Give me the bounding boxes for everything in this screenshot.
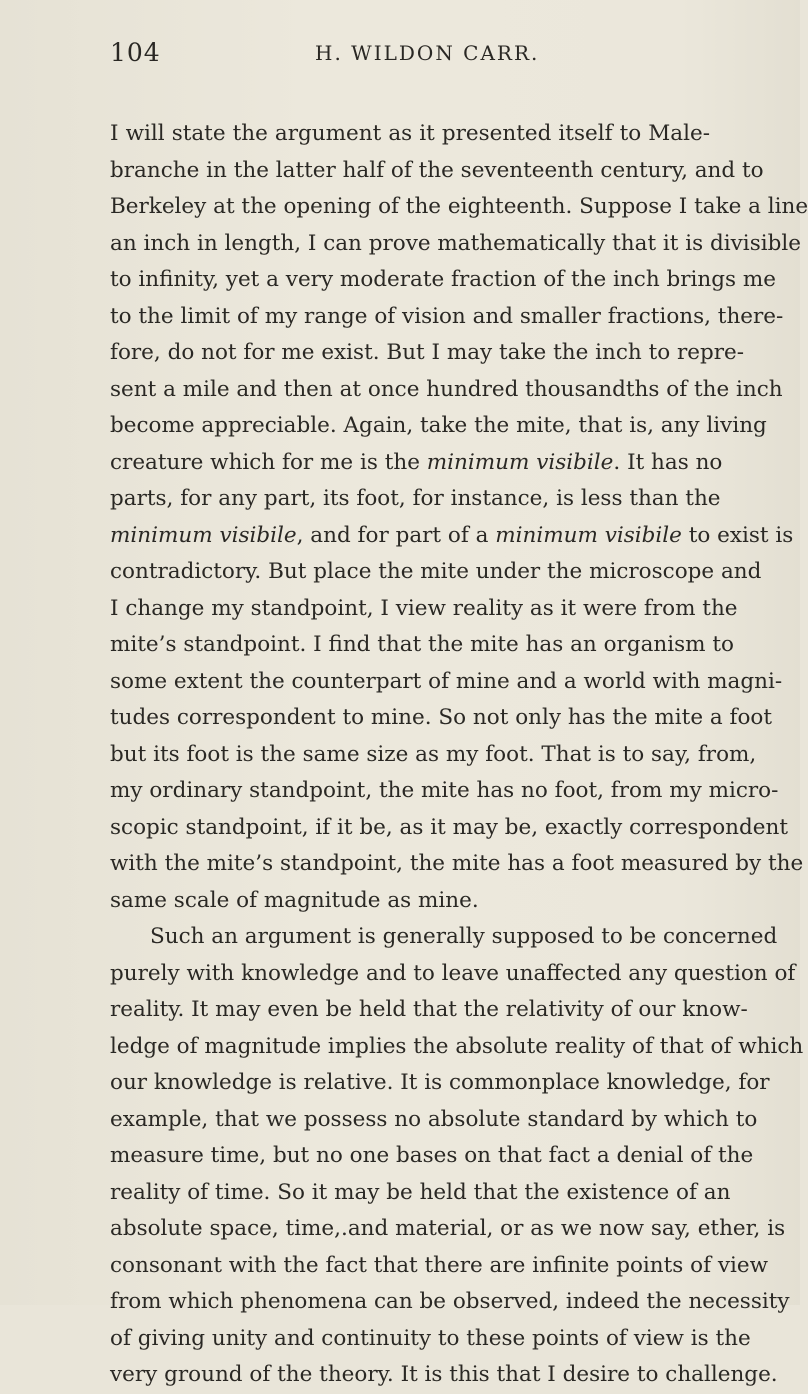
page-number: 104 bbox=[110, 38, 161, 67]
paragraph-end-line: very ground of the theory. It is this that I desire to challenge. bbox=[110, 1362, 778, 1387]
text-line: measure time, but no one bases on that fact a denial of the bbox=[110, 1143, 754, 1168]
text-line: reality. It may even be held that the relativity of our know- bbox=[110, 997, 748, 1022]
text-line: branche in the latter half of the seventeenth century, and to bbox=[110, 157, 764, 183]
text-line: to the limit of my range of vision and smaller fractions, there- bbox=[110, 303, 784, 329]
text-line: parts, for any part, its foot, for instance, is less than the bbox=[110, 486, 721, 511]
text-line: minimum visibile, and for part of a minimum visibile to exist is bbox=[110, 522, 794, 548]
text-line: but its foot is the same size as my foot. That is to say, from, bbox=[110, 741, 757, 767]
text-line: mite’s standpoint. I find that the mite has an organism to bbox=[110, 632, 734, 657]
text-line: example, that we possess no absolute standard by which to bbox=[110, 1106, 758, 1132]
text-line: tudes correspondent to mine. So not only has the mite a foot bbox=[110, 705, 773, 730]
text-line: my ordinary standpoint, the mite has no foot, from my micro- bbox=[110, 778, 779, 803]
text-line: consonant with the fact that there are infinite points of view bbox=[110, 1252, 769, 1278]
text-line: our knowledge is relative. It is commonplace knowledge, for bbox=[110, 1070, 770, 1095]
text-line: from which phenomena can be observed, indeed the necessity bbox=[110, 1289, 790, 1314]
paragraph-start-line: Such an argument is generally supposed to be concerned bbox=[150, 924, 778, 949]
text-line: an inch in length, I can prove mathematically that it is divisible bbox=[110, 230, 801, 256]
text-line: fore, do not for me exist. But I may take the inch to repre- bbox=[110, 340, 745, 365]
text-line: absolute space, time,.and material, or as we now say, ether, is bbox=[110, 1216, 786, 1241]
text-line: ledge of magnitude implies the absolute reality of that of which bbox=[110, 1033, 804, 1059]
text-line: purely with knowledge and to leave unaffected any question of bbox=[110, 960, 796, 986]
text-line: contradictory. But place the mite under the microscope and bbox=[110, 559, 762, 584]
text-line: become appreciable. Again, take the mite, that is, any living bbox=[110, 413, 767, 438]
text-line: I change my standpoint, I view reality as it were from the bbox=[110, 595, 738, 621]
running-head: H. WILDON CARR. bbox=[315, 41, 540, 65]
body-text bbox=[110, 116, 808, 1394]
text-line: Berkeley at the opening of the eighteenth. Suppose I take a line bbox=[110, 194, 808, 219]
text-line: to infinity, yet a very moderate fraction of the inch brings me bbox=[110, 267, 777, 292]
text-line: with the mite’s standpoint, the mite has a foot measured by the bbox=[110, 851, 804, 876]
text-line: I will state the argument as it presented itself to Male- bbox=[110, 121, 710, 146]
text-line: of giving unity and continuity to these points of view is the bbox=[110, 1325, 751, 1351]
paragraph-end-line: same scale of magnitude as mine. bbox=[110, 887, 479, 913]
text-line: some extent the counterpart of mine and a world with magni- bbox=[110, 668, 783, 694]
text-line: reality of time. So it may be held that the existence of an bbox=[110, 1179, 731, 1205]
text-line: sent a mile and then at once hundred thousandths of the inch bbox=[110, 376, 783, 402]
text-line: scopic standpoint, if it be, as it may be, exactly correspondent bbox=[110, 814, 788, 840]
text-line: creature which for me is the minimum visibile. It has no bbox=[110, 449, 723, 475]
page-header bbox=[110, 38, 710, 68]
